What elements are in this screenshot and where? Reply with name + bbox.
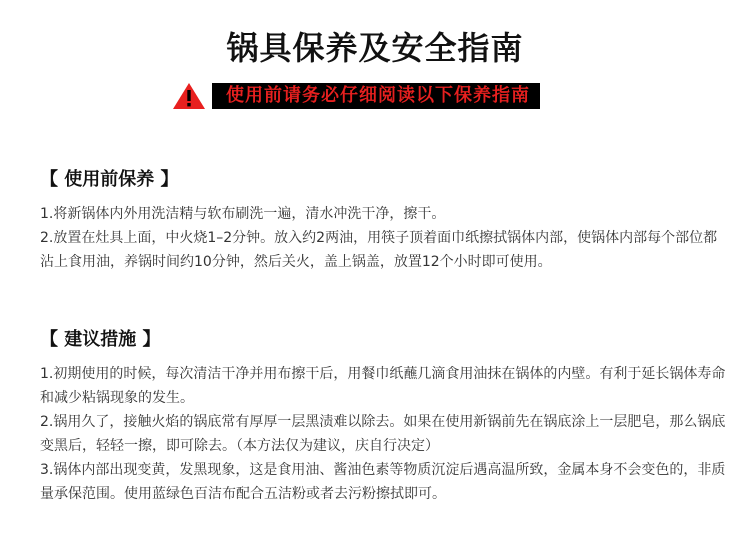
list-item: 2.锅用久了，接触火焰的锅底常有厚厚一层黑渍难以除去。如果在使用新锅前先在锅底涂上一层肥皂，那么锅底变黑后，轻轻一擦，即可除去。（本方法仅为建议，庆自行决定） [40,414,726,454]
list-item: 2.放置在灶具上面，中火烧1–2分钟。放入约2两油，用筷子顶着面巾纸擦拭锅体内部，使锅体内部每个部位都沾上食用油，养锅时间约10分钟，然后关火，盖上锅盖，放置12个小时即可使用。 [40,230,718,270]
section-heading: 【 建议措施 】 [40,329,161,350]
section-pre-use-care [40,168,730,274]
list-item: 3.锅体内部出现变黄，发黑现象，这是食用油、酱油色素等物质沉淀后遇高温所致，金属本身不会变色的，非质量承保范围。使用蓝绿色百洁布配合五洁粉或者去污粉擦拭即可。 [40,462,726,502]
section-suggestions [40,328,730,506]
list-item: 1.将新锅体内外用洗洁精与软布刷洗一遍，清水冲洗干净，擦干。 [40,206,446,222]
warning-triangle-icon [172,82,206,110]
list-item: 1.初期使用的时候，每次清洁干净并用布擦干后，用餐巾纸蘸几滴食用油抹在锅体的内壁。有利于延长锅体寿命和减少粘锅现象的发生。 [40,366,726,406]
page-title: 锅具保养及安全指南 [226,29,524,67]
section-heading: 【 使用前保养 】 [40,169,179,190]
warning-banner: 使用前请务必仔细阅读以下保养指南 [212,83,540,109]
warning-row [172,82,540,110]
